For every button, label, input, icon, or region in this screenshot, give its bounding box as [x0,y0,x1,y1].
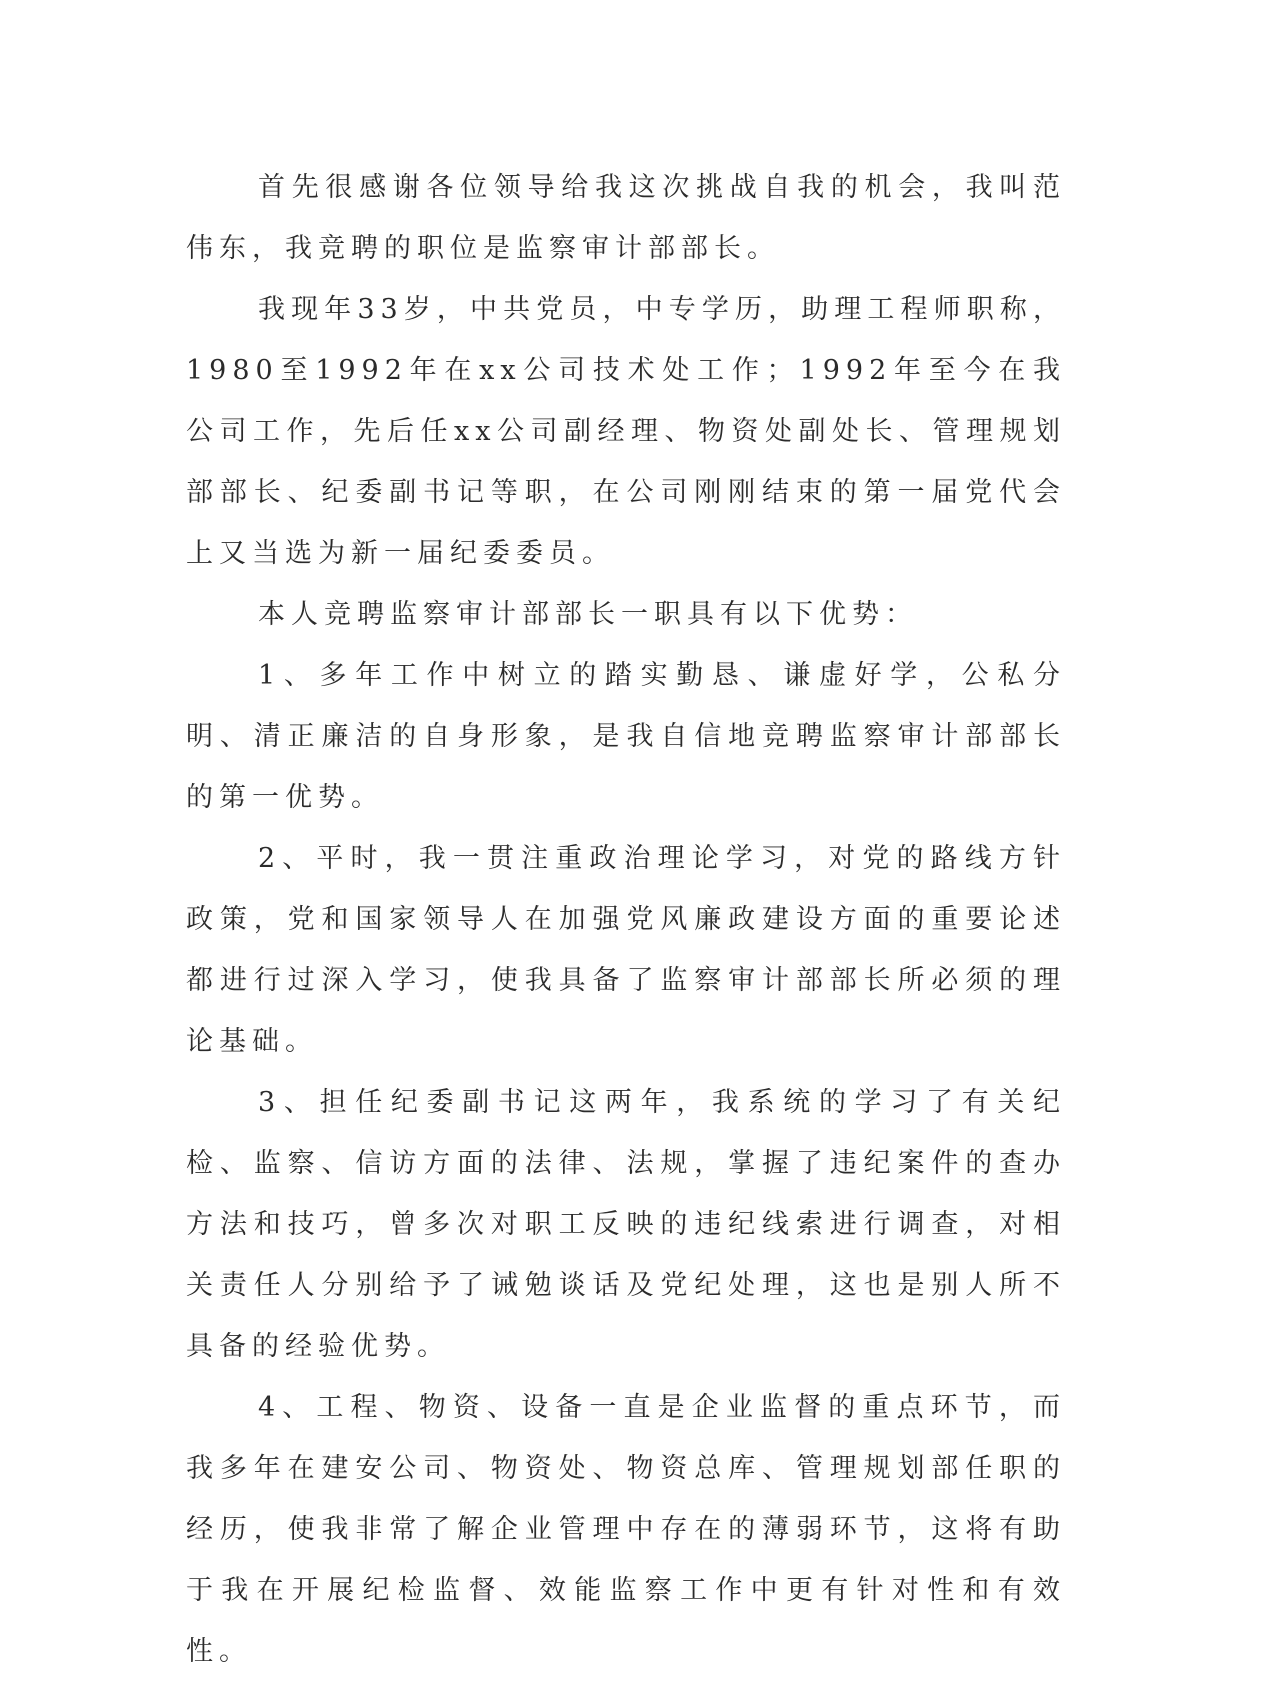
paragraph-background: 我现年33岁，中共党员，中专学历，助理工程师职称，1980至1992年在xx公司技术处工作；1992年至今在我公司工作，先后任xx公司副经理、物资处副处长、管理规划部部长、纪委副书记等职，在公司刚刚结束的第一届党代会上又当选为新一届纪委委员。 [186,294,1066,569]
paragraph-advantage-3: 3、担任纪委副书记这两年，我系统的学习了有关纪检、监察、信访方面的法律、法规，掌握了违纪案件的查办方法和技巧，曾多次对职工反映的违纪线索进行调查，对相关责任人分别给予了诫勉谈话及党纪处理，这也是别人所不具备的经验优势。 [186,1087,1066,1362]
paragraph-advantage-1: 1、多年工作中树立的踏实勤恳、谦虚好学，公私分明、清正廉洁的自身形象，是我自信地竞聘监察审计部部长的第一优势。 [186,660,1066,813]
paragraph-advantages-heading: 本人竞聘监察审计部部长一职具有以下优势： [258,599,918,630]
paragraph-advantage-4: 4、工程、物资、设备一直是企业监督的重点环节，而我多年在建安公司、物资处、物资总库、管理规划部任职的经历，使我非常了解企业管理中存在的薄弱环节，这将有助于我在开展纪检监督、效能监察工作中更有针对性和有效性。 [186,1392,1066,1667]
paragraph-advantage-2: 2、平时，我一贯注重政治理论学习，对党的路线方针政策，党和国家领导人在加强党风廉政建设方面的重要论述都进行过深入学习，使我具备了监察审计部部长所必须的理论基础。 [186,843,1066,1057]
document-body [186,157,1066,1682]
paragraph-intro: 首先很感谢各位领导给我这次挑战自我的机会，我叫范伟东，我竞聘的职位是监察审计部部长。 [186,172,1066,264]
